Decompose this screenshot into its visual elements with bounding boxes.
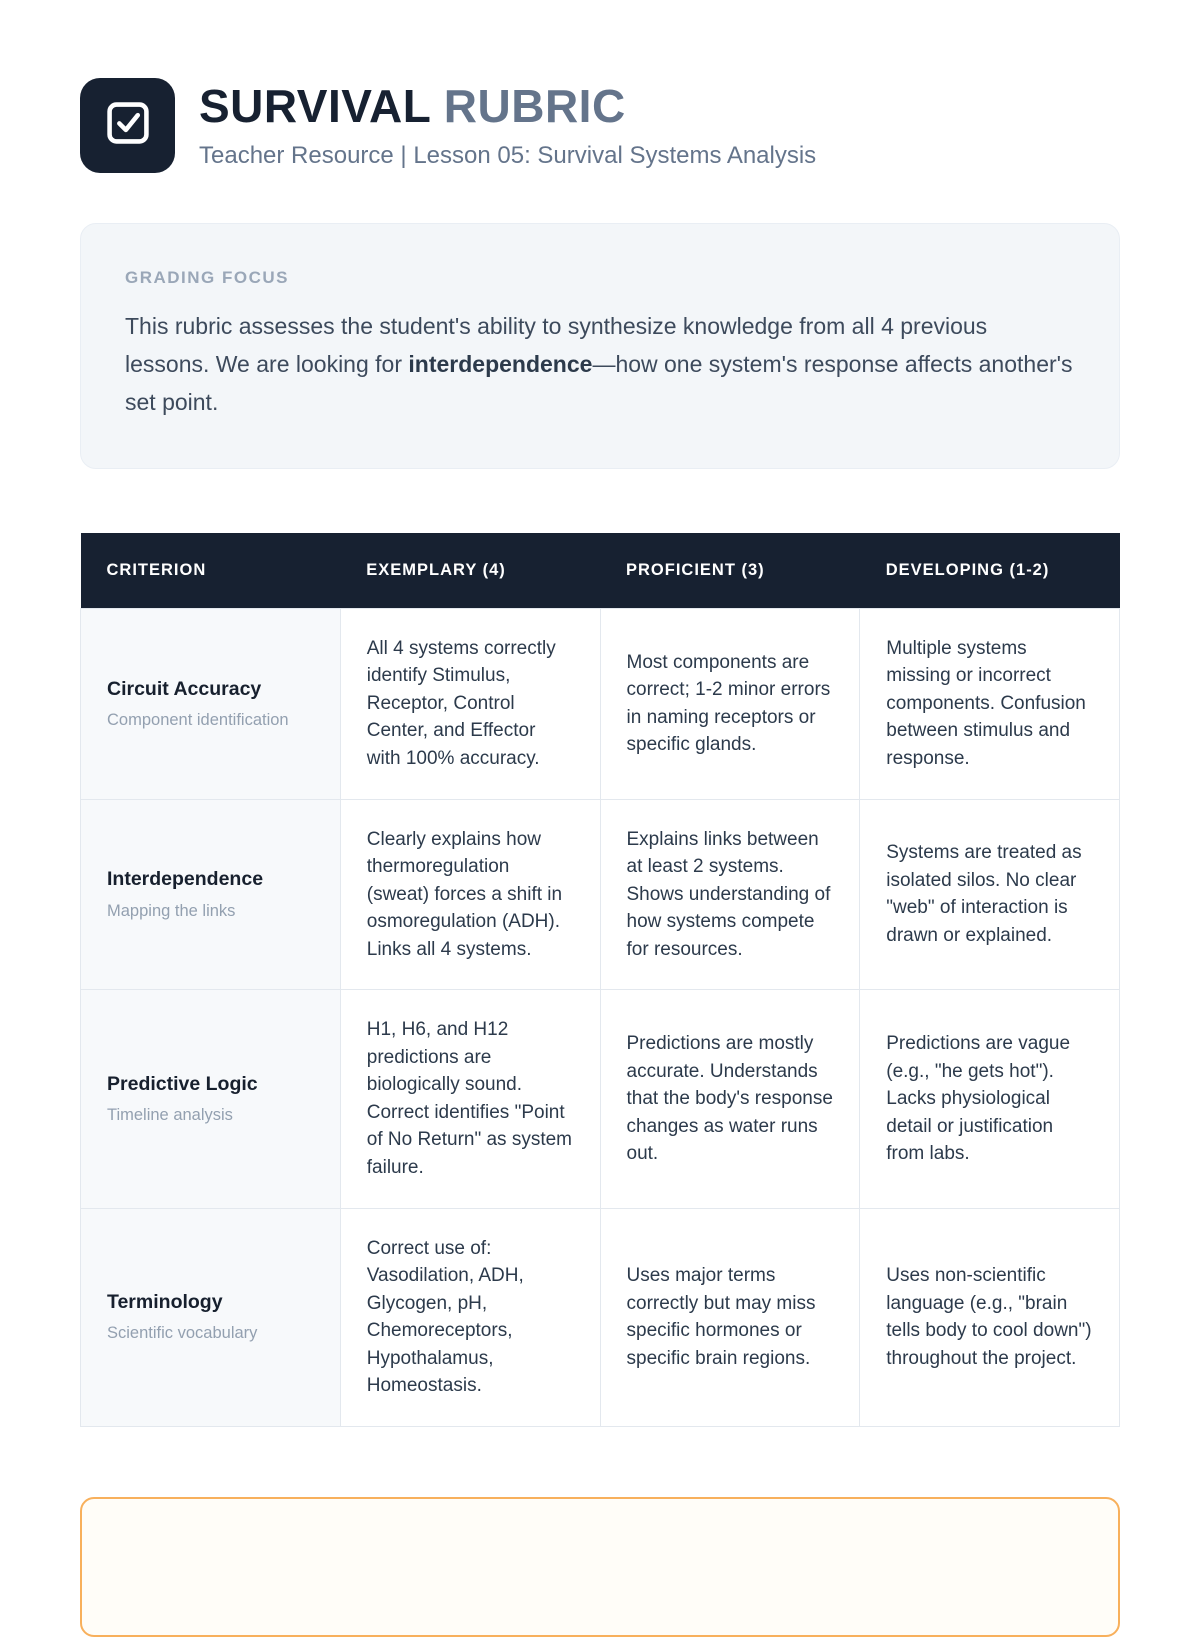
table-row: [81, 799, 1120, 990]
cell-exemplary: H1, H6, and H12 predictions are biologically sound. Correct identifies "Point of No Return" as system failure.: [340, 990, 600, 1208]
teacher-note-card: [80, 1497, 1120, 1637]
page-subtitle: Teacher Resource | Lesson 05: Survival Systems Analysis: [199, 141, 817, 169]
cell-exemplary: Correct use of: Vasodilation, ADH, Glycogen, pH, Chemoreceptors, Hypothalamus, Homeostasis.: [340, 1208, 600, 1426]
criterion-title: Interdependence: [107, 868, 264, 891]
cell-developing: Predictions are vague (e.g., "he gets hot"). Lacks physiological detail or justification from labs.: [860, 990, 1120, 1208]
checkbox-check-icon: [102, 97, 154, 154]
grading-focus-text-bold: interdependence: [408, 350, 593, 377]
header: [80, 78, 1120, 173]
grading-focus-text-after: —how one system's response affects another's set point.: [125, 350, 1073, 415]
grading-focus-card: [80, 223, 1120, 469]
column-header-proficient: PROFICIENT (3): [600, 533, 860, 609]
grading-focus-text-before: This rubric assesses the student's ability to synthesize knowledge from all 4 previous lessons. We are looking for: [125, 313, 988, 377]
grading-focus-text: [125, 308, 1075, 422]
title-primary: SURVIVAL: [199, 80, 431, 133]
column-header-criterion: CRITERION: [81, 533, 341, 609]
cell-developing: Systems are treated as isolated silos. No clear "web" of interaction is drawn or explained.: [860, 799, 1120, 990]
criterion-title: Predictive Logic: [107, 1072, 258, 1095]
rubric-table-body: [81, 608, 1120, 1426]
cell-developing: Multiple systems missing or incorrect components. Confusion between stimulus and response.: [860, 608, 1120, 799]
criterion-title: Terminology: [107, 1291, 223, 1314]
page-title: [199, 81, 816, 132]
rubric-table-head: [81, 533, 1120, 609]
cell-proficient: Uses major terms correctly but may miss specific hormones or specific brain regions.: [600, 1208, 860, 1426]
app-logo: [80, 78, 175, 173]
criterion-title: Circuit Accuracy: [107, 677, 262, 700]
cell-proficient: Most components are correct; 1-2 minor errors in naming receptors or specific glands.: [600, 608, 860, 799]
title-secondary: RUBRIC: [443, 80, 626, 133]
criterion-cell: [81, 1208, 341, 1426]
header-text: [199, 81, 816, 170]
criterion-subtitle: Scientific vocabulary: [107, 1324, 258, 1343]
criterion-subtitle: Mapping the links: [107, 901, 236, 920]
column-header-developing: DEVELOPING (1-2): [860, 533, 1120, 609]
header-row: [81, 533, 1120, 609]
criterion-subtitle: Component identification: [107, 710, 289, 729]
cell-exemplary: Clearly explains how thermoregulation (sweat) forces a shift in osmoregulation (ADH). Links all 4 systems.: [340, 799, 600, 990]
table-row: [81, 608, 1120, 799]
cell-proficient: Explains links between at least 2 systems. Shows understanding of how systems compete for resources.: [600, 799, 860, 990]
column-header-exemplary: EXEMPLARY (4): [340, 533, 600, 609]
grading-focus-label: GRADING FOCUS: [125, 268, 289, 287]
criterion-subtitle: Timeline analysis: [107, 1106, 233, 1125]
cell-exemplary: All 4 systems correctly identify Stimulus, Receptor, Control Center, and Effector with 100% accuracy.: [340, 608, 600, 799]
cell-proficient: Predictions are mostly accurate. Understands that the body's response changes as water runs out.: [600, 990, 860, 1208]
table-row: [81, 1208, 1120, 1426]
rubric-table: [80, 533, 1120, 1427]
criterion-cell: [81, 608, 341, 799]
cell-developing: Uses non-scientific language (e.g., "brain tells body to cool down") throughout the project.: [860, 1208, 1120, 1426]
table-row: [81, 990, 1120, 1208]
criterion-cell: [81, 990, 341, 1208]
criterion-cell: [81, 799, 341, 990]
